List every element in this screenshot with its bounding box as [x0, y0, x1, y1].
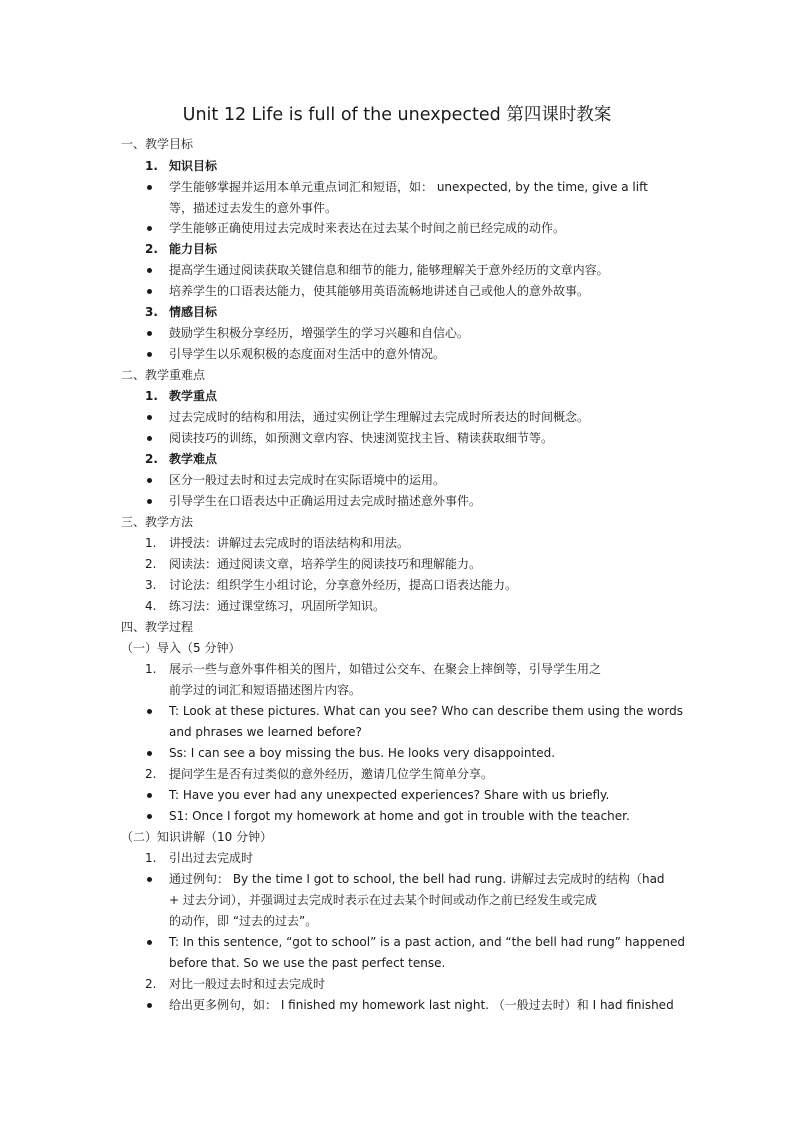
bullet-dot: [147, 877, 152, 882]
bullet-text: 给出更多例句，如： I finished my homework last night. （一般过去时）和 I had finished: [169, 998, 674, 1012]
subsection-heading: 能力目标: [169, 242, 218, 256]
list-number: 4.: [145, 599, 157, 613]
phase-heading: （一）导入（5 分钟）: [121, 641, 241, 655]
list-item: 展示一些与意外事件相关的图片，如错过公交车、在聚会上摔倒等，引导学生用之: [169, 662, 602, 676]
bullet-text-continued: and phrases we learned before?: [169, 725, 362, 739]
list-number: 1.: [145, 389, 158, 403]
bullet-text-continued: before that. So we use the past perfect tense.: [169, 956, 446, 970]
bullet-text: 通过例句： By the time I got to school, the bell had rung. 讲解过去完成时的结构（had: [169, 872, 665, 886]
list-number: 1.: [145, 536, 157, 550]
list-item: 提问学生是否有过类似的意外经历，邀请几位学生简单分享。: [169, 767, 494, 781]
bullet-text-continued: + 过去分词），并强调过去完成时表示在过去某个时间或动作之前已经发生或完成: [169, 893, 597, 907]
bullet-text: 引导学生在口语表达中正确运用过去完成时描述意外事件。: [169, 494, 482, 508]
bullet-dot: [147, 352, 152, 357]
list-number: 2.: [145, 452, 158, 466]
phase-heading: （二）知识讲解（10 分钟）: [121, 830, 273, 844]
section-heading: 三、教学方法: [121, 515, 194, 529]
bullet-dot: [147, 709, 152, 714]
bullet-text: 阅读技巧的训练，如预测文章内容、快速浏览找主旨、精读获取细节等。: [169, 431, 554, 445]
list-item-continued: 前学过的词汇和短语描述图片内容。: [169, 683, 362, 697]
bullet-text-continued: 等，描述过去发生的意外事件。: [169, 201, 338, 215]
bullet-dot: [147, 751, 152, 756]
bullet-text: T: In this sentence, “got to school” is a past action, and “the bell had rung” happened: [169, 935, 685, 949]
section-heading: 四、教学过程: [121, 620, 194, 634]
bullet-dot: [147, 331, 152, 336]
section-heading: 二、教学重难点: [121, 368, 206, 382]
bullet-text: Ss: I can see a boy missing the bus. He looks very disappointed.: [169, 746, 556, 760]
list-number: 2.: [145, 557, 157, 571]
section-heading: 一、教学目标: [121, 137, 194, 151]
bullet-text: 引导学生以乐观积极的态度面对生活中的意外情况。: [169, 347, 446, 361]
list-number: 1.: [145, 851, 157, 865]
bullet-dot: [147, 940, 152, 945]
list-number: 1.: [145, 662, 157, 676]
bullet-text-continued: 的动作，即 “过去的过去”。: [169, 914, 318, 928]
bullet-dot: [147, 499, 152, 504]
bullet-text: S1: Once I forgot my homework at home and got in trouble with the teacher.: [169, 809, 630, 823]
bullet-text: T: Look at these pictures. What can you see? Who can describe them using the words: [169, 704, 683, 718]
page-title: Unit 12 Life is full of the unexpected 第四课时教案: [182, 105, 612, 125]
list-item: 引出过去完成时: [169, 851, 254, 865]
list-number: 2.: [145, 767, 157, 781]
bullet-dot: [147, 478, 152, 483]
bullet-text: 培养学生的口语表达能力，使其能够用英语流畅地讲述自己或他人的意外故事。: [169, 284, 590, 298]
list-number: 3.: [145, 578, 157, 592]
bullet-dot: [147, 226, 152, 231]
bullet-text: T: Have you ever had any unexpected experiences? Share with us briefly.: [169, 788, 610, 802]
bullet-text: 提高学生通过阅读获取关键信息和细节的能力, 能够理解关于意外经历的文章内容。: [169, 263, 609, 277]
list-item: 讲授法：讲解过去完成时的语法结构和用法。: [169, 536, 410, 550]
bullet-text: 区分一般过去时和过去完成时在实际语境中的运用。: [169, 473, 446, 487]
list-item: 阅读法：通过阅读文章，培养学生的阅读技巧和理解能力。: [169, 557, 482, 571]
bullet-dot: [147, 436, 152, 441]
bullet-dot: [147, 1003, 152, 1008]
bullet-dot: [147, 814, 152, 819]
bullet-text: 鼓励学生积极分享经历，增强学生的学习兴趣和自信心。: [169, 326, 470, 340]
subsection-heading: 教学重点: [169, 389, 218, 403]
bullet-dot: [147, 289, 152, 294]
bullet-text: 学生能够掌握并运用本单元重点词汇和短语，如： unexpected, by the time, give a lift: [169, 180, 648, 194]
list-item: 对比一般过去时和过去完成时: [169, 977, 326, 991]
list-item: 练习法：通过课堂练习，巩固所学知识。: [169, 599, 386, 613]
subsection-heading: 情感目标: [169, 305, 218, 319]
bullet-dot: [147, 793, 152, 798]
subsection-heading: 知识目标: [169, 159, 218, 173]
bullet-dot: [147, 185, 152, 190]
bullet-text: 过去完成时的结构和用法，通过实例让学生理解过去完成时所表达的时间概念。: [169, 410, 590, 424]
list-number: 1.: [145, 159, 158, 173]
bullet-dot: [147, 415, 152, 420]
list-item: 讨论法：组织学生小组讨论，分享意外经历，提高口语表达能力。: [169, 578, 518, 592]
subsection-heading: 教学难点: [169, 452, 218, 466]
bullet-dot: [147, 268, 152, 273]
bullet-text: 学生能够正确使用过去完成时来表达在过去某个时间之前已经完成的动作。: [169, 221, 566, 235]
list-number: 3.: [145, 305, 158, 319]
list-number: 2.: [145, 242, 158, 256]
list-number: 2.: [145, 977, 157, 991]
